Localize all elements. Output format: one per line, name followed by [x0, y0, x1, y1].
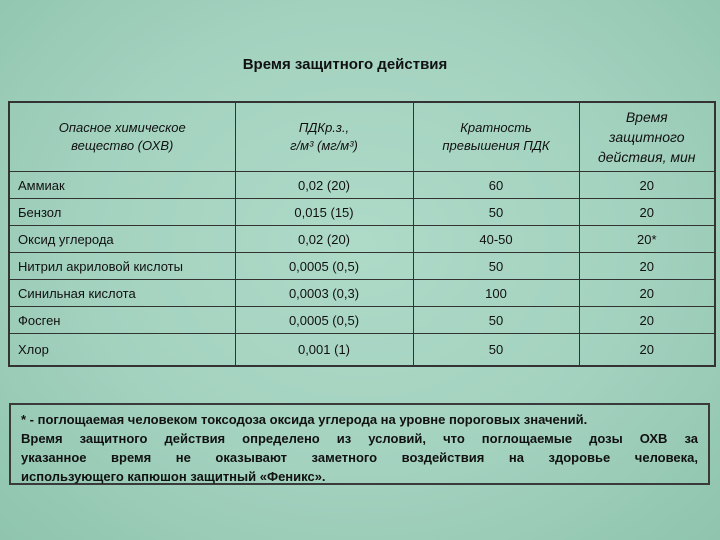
- cell-pdk: 0,02 (20): [235, 172, 413, 199]
- cell-substance: Синильная кислота: [9, 280, 235, 307]
- cell-time: 20: [579, 253, 715, 280]
- cell-substance: Оксид углерода: [9, 226, 235, 253]
- cell-pdk: 0,0005 (0,5): [235, 253, 413, 280]
- table-row: [9, 253, 715, 280]
- cell-substance: Хлор: [9, 334, 235, 367]
- cell-time: 20: [579, 307, 715, 334]
- header-pdk: ПДКр.з., г/м³ (мг/м³): [235, 102, 413, 172]
- cell-ratio: 50: [413, 199, 579, 226]
- cell-ratio: 100: [413, 280, 579, 307]
- cell-ratio: 50: [413, 334, 579, 367]
- cell-time: 20: [579, 280, 715, 307]
- cell-time: 20: [579, 199, 715, 226]
- protection-time-table: [8, 101, 716, 367]
- cell-substance: Фосген: [9, 307, 235, 334]
- footnote-line: Время защитного действия определено из условий, что поглощаемые дозы ОХВ за: [21, 431, 698, 446]
- table-row: [9, 172, 715, 199]
- cell-ratio: 50: [413, 253, 579, 280]
- cell-pdk: 0,0005 (0,5): [235, 307, 413, 334]
- footnote-line: указанное время не оказывают заметного воздействия на здоровье человека,: [21, 450, 698, 465]
- page-title: Время защитного действия: [242, 56, 448, 73]
- header-time: Время защитного действия, мин: [579, 102, 715, 172]
- cell-pdk: 0,02 (20): [235, 226, 413, 253]
- cell-ratio: 60: [413, 172, 579, 199]
- table-row: [9, 307, 715, 334]
- header-substance: Опасное химическое вещество (ОХВ): [9, 102, 235, 172]
- cell-time: 20: [579, 172, 715, 199]
- cell-pdk: 0,015 (15): [235, 199, 413, 226]
- cell-ratio: 40-50: [413, 226, 579, 253]
- table-row: [9, 334, 715, 367]
- cell-time: 20: [579, 334, 715, 367]
- cell-pdk: 0,0003 (0,3): [235, 280, 413, 307]
- cell-pdk: 0,001 (1): [235, 334, 413, 367]
- table-row: [9, 280, 715, 307]
- cell-time: 20*: [579, 226, 715, 253]
- table-row: [9, 226, 715, 253]
- cell-substance: Бензол: [9, 199, 235, 226]
- cell-substance: Нитрил акриловой кислоты: [9, 253, 235, 280]
- header-ratio: Кратность превышения ПДК: [413, 102, 579, 172]
- cell-substance: Аммиак: [9, 172, 235, 199]
- cell-ratio: 50: [413, 307, 579, 334]
- footnote-line: использующего капюшон защитный «Феникс».: [21, 469, 326, 484]
- footnote-line: * - поглощаемая человеком токсодоза оксида углерода на уровне пороговых значений.: [21, 412, 588, 427]
- table-row: [9, 199, 715, 226]
- footnote-box: [9, 403, 710, 485]
- table-header-row: [9, 102, 715, 172]
